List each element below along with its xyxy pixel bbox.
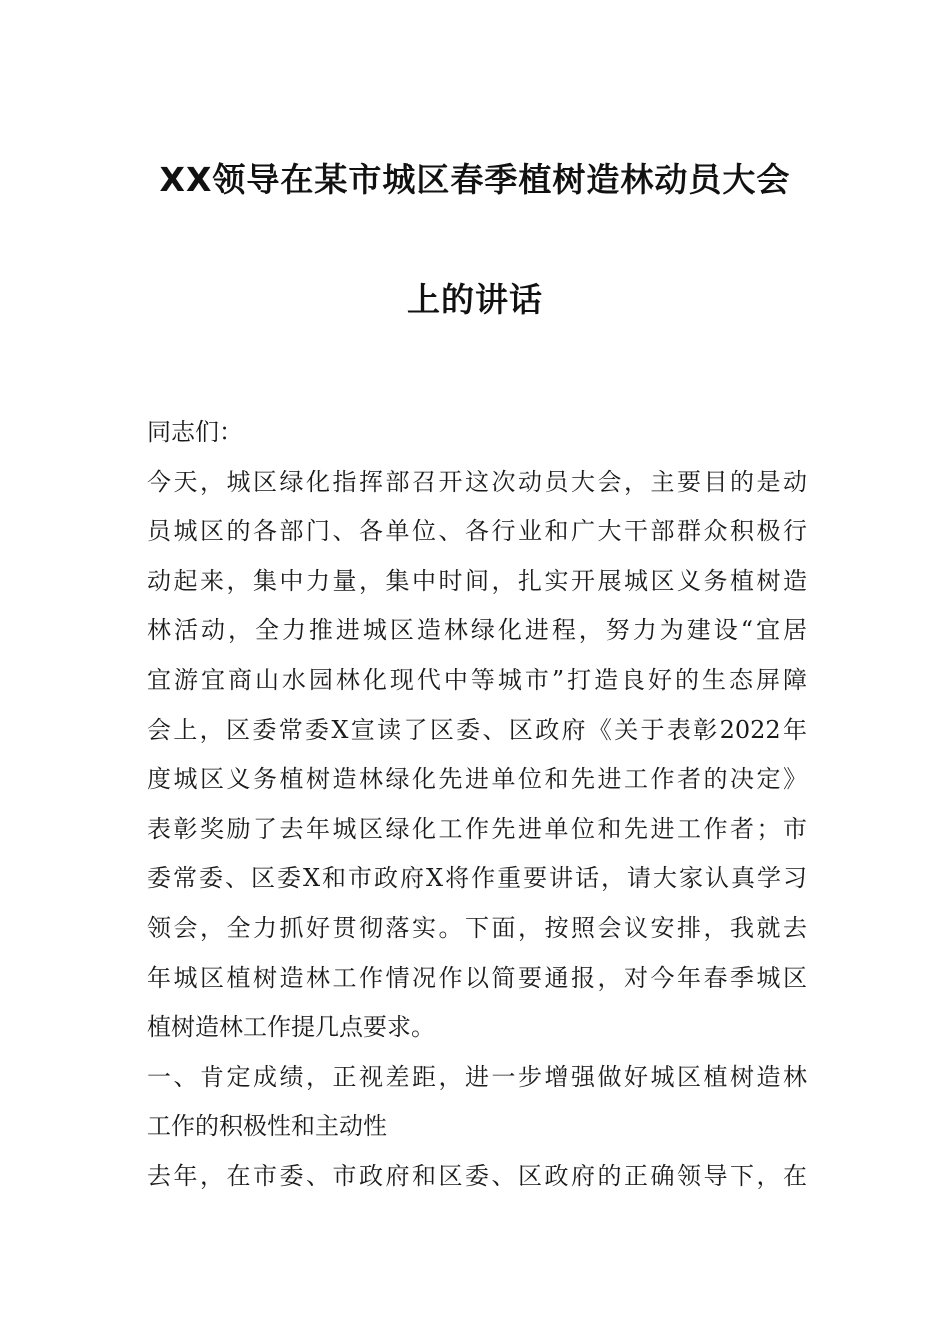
paragraph-line: 会上，区委常委X宣读了区委、区政府《关于表彰2022年 — [147, 715, 807, 744]
paragraph-line: 员城区的各部门、各单位、各行业和广大干部群众积极行 — [147, 517, 807, 546]
section-heading-line: 一、肯定成绩，正视差距，进一步增强做好城区植树造林 — [147, 1062, 807, 1091]
paragraph-line: 宜游宜商山水园林化现代中等城市”打造良好的生态屏障 — [147, 665, 807, 694]
paragraph-line: 动起来，集中力量，集中时间，扎实开展城区义务植树造 — [147, 566, 807, 595]
paragraph-line: 林活动，全力推进城区造林绿化进程，努力为建设“宜居 — [147, 616, 807, 645]
paragraph-line: 委常委、区委X和市政府X将作重要讲话，请大家认真学习 — [147, 864, 807, 893]
paragraph-line: 表彰奖励了去年城区绿化工作先进单位和先进工作者；市 — [147, 814, 807, 843]
salutation: 同志们： — [147, 418, 243, 446]
document-title-line-2: 上的讲话 — [407, 280, 543, 319]
paragraph-line: 今天，城区绿化指挥部召开这次动员大会，主要目的是动 — [147, 467, 807, 496]
paragraph-line: 植树造林工作提几点要求。 — [147, 1013, 435, 1042]
section-heading-line: 工作的积极性和主动性 — [147, 1112, 387, 1141]
paragraph-line: 年城区植树造林工作情况作以简要通报，对今年春季城区 — [147, 963, 807, 992]
paragraph-line: 度城区义务植树造林绿化先进单位和先进工作者的决定》 — [147, 765, 807, 794]
document-body — [147, 408, 807, 1202]
paragraph-line: 领会，全力抓好贯彻落实。下面，按照会议安排，我就去 — [147, 913, 807, 942]
document-title-line-1: XX领导在某市城区春季植树造林动员大会 — [159, 160, 791, 199]
paragraph-line: 去年，在市委、市政府和区委、区政府的正确领导下，在 — [147, 1161, 807, 1190]
